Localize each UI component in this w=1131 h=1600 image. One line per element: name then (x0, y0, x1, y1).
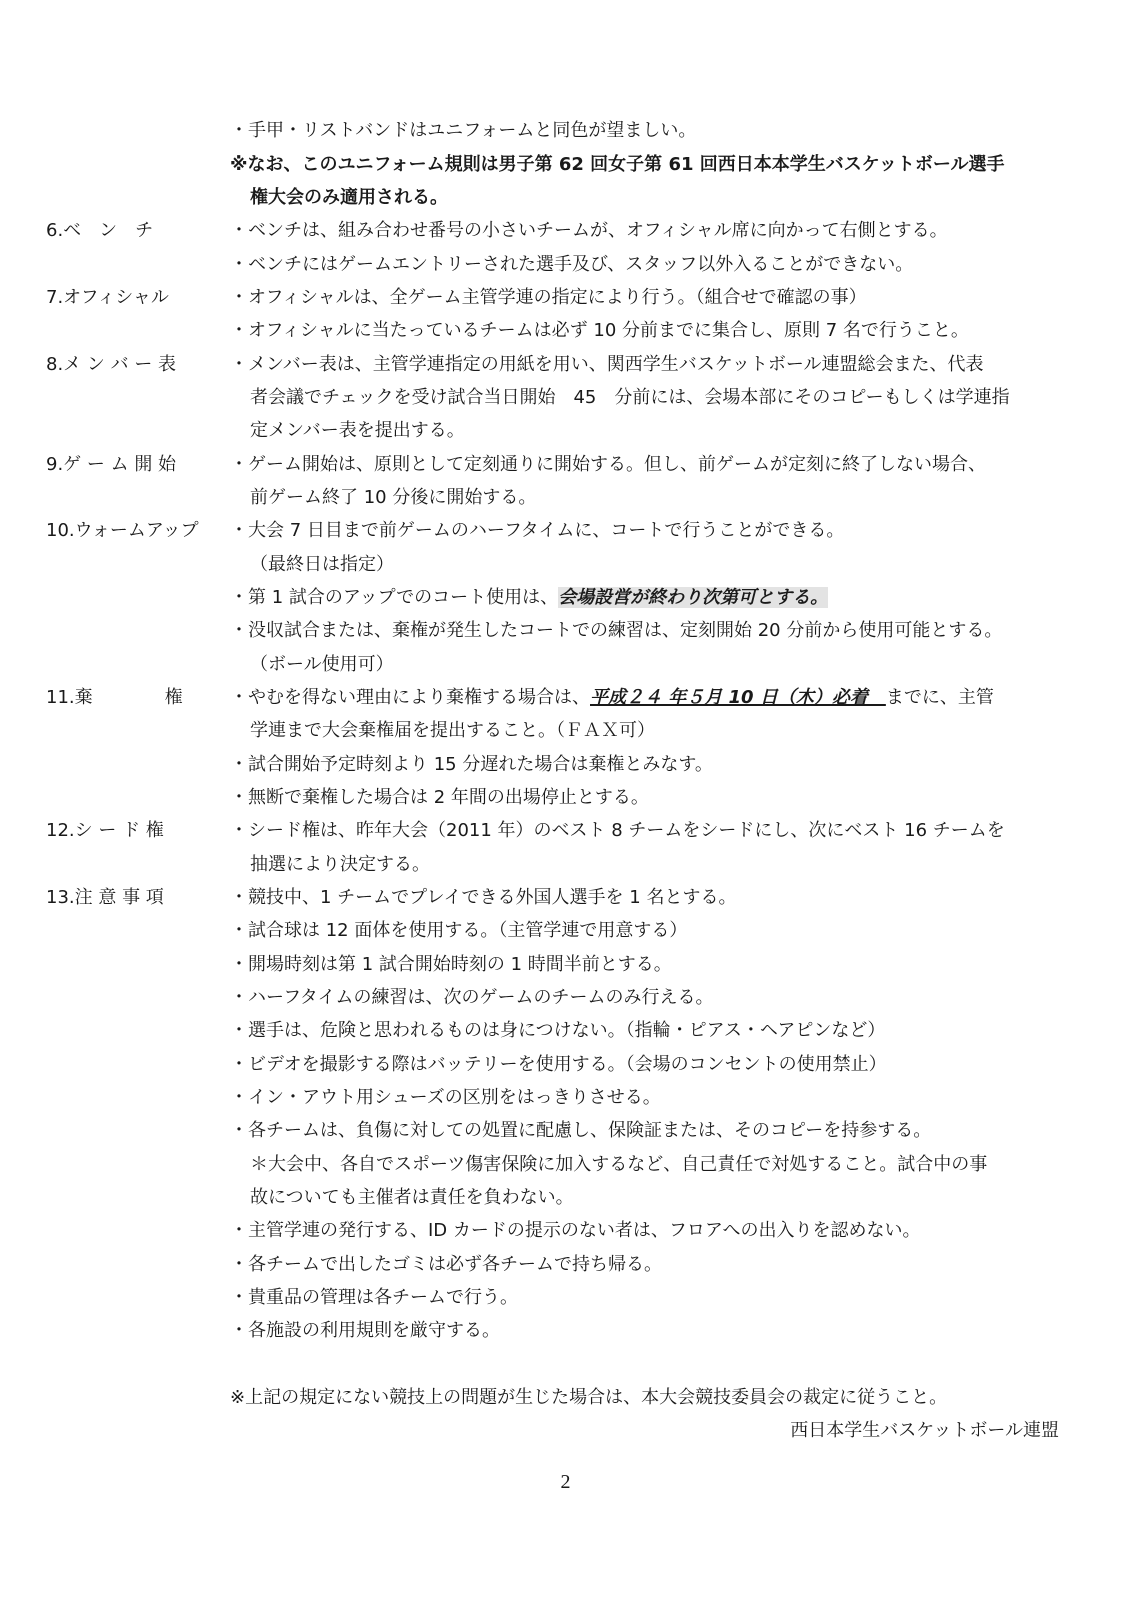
highlighted-text: 会場設営が終わり次第可とする。 (558, 587, 829, 608)
rule-line: ・大会 7 日目まで前ゲームのハーフタイムに、コートで行うことができる。 (230, 520, 845, 541)
rule-text: までに、主管 (885, 687, 994, 708)
page-number: 2 (560, 1471, 571, 1493)
rule-line: ・開場時刻は第 1 試合開始時刻の 1 時間半前とする。 (230, 954, 672, 975)
rule-line: ・貴重品の管理は各チームで行う。 (230, 1287, 518, 1308)
rule-line: ・各チームで出したゴミは必ず各チームで持ち帰る。 (230, 1254, 662, 1275)
section-label-warmup: 10.ウォームアップ (46, 520, 199, 541)
rule-line: 学連まで大会棄権届を提出すること。（ＦＡＸ可） (250, 720, 655, 741)
rule-line: ・メンバー表は、主管学連指定の用紙を用い、関西学生バスケットボール連盟総会また、代表 (230, 354, 984, 375)
rule-line (230, 583, 828, 613)
closing-note: ※上記の規定にない競技上の問題が生じた場合は、本大会競技委員会の裁定に従うこと。 (230, 1387, 948, 1408)
section-label-notes: 13.注 意 事 項 (46, 887, 164, 908)
rule-line: ・競技中、1 チームでプレイできる外国人選手を 1 名とする。 (230, 887, 737, 908)
rule-line: ・各チームは、負傷に対しての処置に配慮し、保険証または、そのコピーを持参する。 (230, 1120, 932, 1141)
section-label-game-start: 9.ゲ ー ム 開 始 (46, 454, 177, 475)
rule-line: （最終日は指定） (250, 554, 394, 575)
rule-text: ・第 1 試合のアップでのコート使用は、 (230, 587, 559, 608)
rule-line: ・ビデオを撮影する際はバッテリーを使用する。（会場のコンセントの使用禁止） (230, 1054, 887, 1075)
rule-line: ・ハーフタイムの練習は、次のゲームのチームのみ行える。 (230, 987, 714, 1008)
rule-line: ・主管学連の発行する、ID カードの提示のない者は、フロアへの出入りを認めない。 (230, 1220, 921, 1241)
section-label-seed: 12.シ ー ド 権 (46, 820, 164, 841)
section-label-official: 7.オフィシャル (46, 287, 169, 308)
rule-line: 定メンバー表を提出する。 (250, 420, 465, 441)
rule-line: ・イン・アウト用シューズの区別をはっきりさせる。 (230, 1087, 661, 1108)
rule-line: ・没収試合または、棄権が発生したコートでの練習は、定刻開始 20 分前から使用可能とする。 (230, 620, 1003, 641)
rule-line: 者会議でチェックを受け試合当日開始 45 分前には、会場本部にそのコピーもしくは学連指 (250, 387, 1010, 408)
deadline-text: 平成２４ 年５月 10 日（木）必着 (590, 687, 886, 708)
rule-line: ・シード権は、昨年大会（2011 年）のベスト 8 チームをシードにし、次にベスト 16 チームを (230, 820, 1005, 841)
uniform-note-line: 権大会のみ適用される。 (250, 187, 448, 208)
rule-line: ・各施設の利用規則を厳守する。 (230, 1320, 500, 1341)
rule-line: ・手甲・リストバンドはユニフォームと同色が望ましい。 (230, 120, 697, 141)
rule-line (230, 683, 994, 713)
rule-line: （ボール使用可） (250, 654, 394, 675)
uniform-note-line: ※なお、このユニフォーム規則は男子第 62 回女子第 61 回西日本本学生バスケットボール選手 (230, 154, 1005, 175)
rule-line: 前ゲーム終了 10 分後に開始する。 (250, 487, 537, 508)
rule-line: ・選手は、危険と思われるものは身につけない。（指輪・ピアス・ヘアピンなど） (230, 1020, 886, 1041)
rule-line: 抽選により決定する。 (250, 854, 430, 875)
rule-line: ・オフィシャルは、全ゲーム主管学連の指定により行う。（組合せで確認の事） (230, 287, 867, 308)
rule-line: ＊大会中、各自でスポーツ傷害保険に加入するなど、自己責任で対処すること。試合中の事 (250, 1154, 988, 1175)
rule-line: ・試合球は 12 面体を使用する。（主管学連で用意する） (230, 920, 688, 941)
rule-line: ・ゲーム開始は、原則として定刻通りに開始する。但し、前ゲームが定刻に終了しない場合、 (230, 454, 986, 475)
section-label-member-list: 8.メ ン バ ー 表 (46, 354, 177, 375)
rule-text: ・やむを得ない理由により棄権する場合は、 (230, 687, 590, 708)
rule-line: ・試合開始予定時刻より 15 分遅れた場合は棄権とみなす。 (230, 754, 713, 775)
rule-line: 故についても主催者は責任を負わない。 (250, 1187, 574, 1208)
rule-line: ・オフィシャルに当たっているチームは必ず 10 分前までに集合し、原則 7 名で行うこと。 (230, 320, 969, 341)
rule-line: ・ベンチにはゲームエントリーされた選手及び、スタッフ以外入ることができない。 (230, 254, 914, 275)
rule-line: ・無断で棄権した場合は 2 年間の出場停止とする。 (230, 787, 649, 808)
rule-line: ・ベンチは、組み合わせ番号の小さいチームが、オフィシャル席に向かって右側とする。 (230, 220, 948, 241)
organization-signature: 西日本学生バスケットボール連盟 (790, 1420, 1059, 1441)
section-label-forfeit: 11.棄 権 (46, 687, 183, 708)
section-label-bench: 6.ベ ン チ (46, 220, 154, 241)
